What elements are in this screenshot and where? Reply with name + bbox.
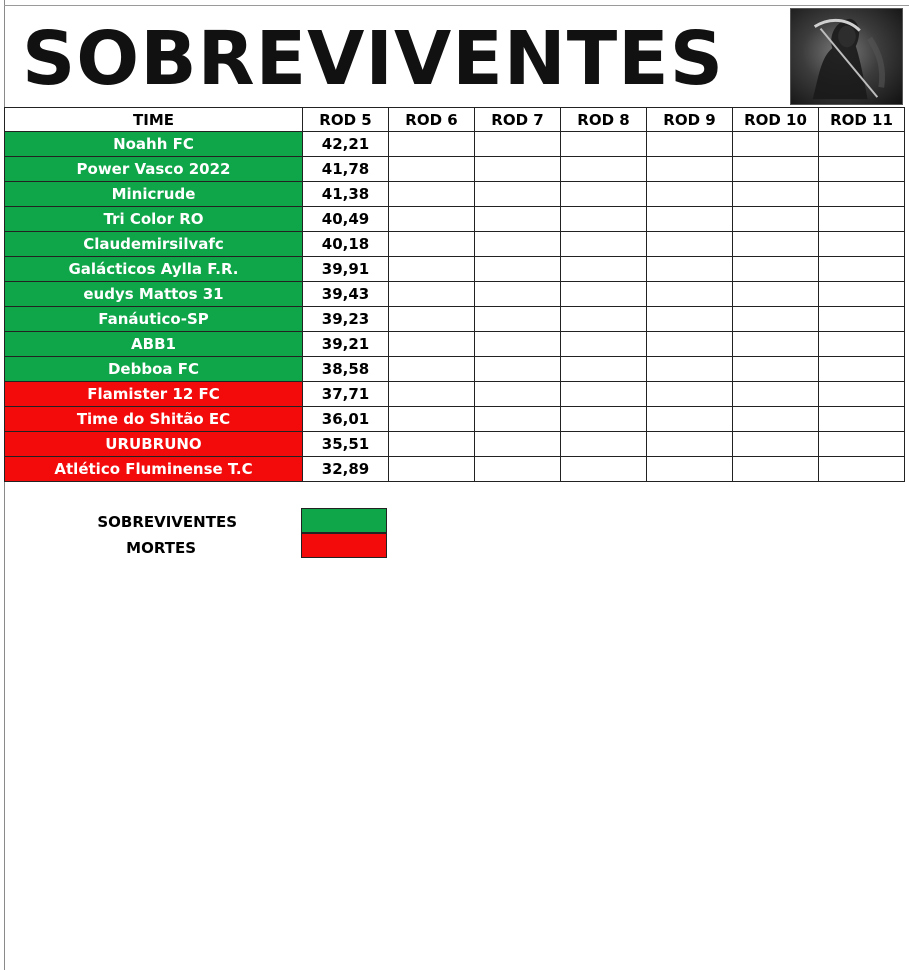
empty-round-cell[interactable]: [389, 132, 475, 157]
empty-round-cell[interactable]: [475, 132, 561, 157]
empty-round-cell[interactable]: [561, 432, 647, 457]
empty-round-cell[interactable]: [475, 282, 561, 307]
empty-round-cell[interactable]: [561, 382, 647, 407]
empty-round-cell[interactable]: [733, 257, 819, 282]
empty-round-cell[interactable]: [733, 407, 819, 432]
empty-round-cell[interactable]: [475, 332, 561, 357]
empty-round-cell[interactable]: [733, 432, 819, 457]
rod5-score-cell[interactable]: 35,51: [303, 432, 389, 457]
empty-round-cell[interactable]: [389, 232, 475, 257]
rod5-score-cell[interactable]: 39,43: [303, 282, 389, 307]
empty-round-cell[interactable]: [733, 157, 819, 182]
table-row: [5, 232, 905, 257]
team-name-cell[interactable]: Flamister 12 FC: [5, 382, 303, 407]
team-name-cell[interactable]: Tri Color RO: [5, 207, 303, 232]
empty-round-cell[interactable]: [819, 332, 905, 357]
empty-round-cell[interactable]: [389, 307, 475, 332]
sheet-top-border: [4, 5, 909, 6]
empty-round-cell[interactable]: [647, 332, 733, 357]
table-header-row: [5, 108, 905, 132]
legend-deaths-label: MORTES: [126, 539, 196, 557]
empty-round-cell[interactable]: [561, 457, 647, 482]
empty-round-cell[interactable]: [475, 307, 561, 332]
empty-round-cell[interactable]: [647, 457, 733, 482]
table-row: [5, 157, 905, 182]
empty-round-cell[interactable]: [561, 357, 647, 382]
empty-round-cell[interactable]: [475, 182, 561, 207]
empty-round-cell[interactable]: [819, 282, 905, 307]
survivors-table: [4, 107, 905, 482]
table-row: [5, 382, 905, 407]
rod5-score-cell[interactable]: 32,89: [303, 457, 389, 482]
empty-round-cell[interactable]: [475, 257, 561, 282]
empty-round-cell[interactable]: [475, 207, 561, 232]
team-name-cell[interactable]: URUBRUNO: [5, 432, 303, 457]
rod5-score-cell[interactable]: 41,38: [303, 182, 389, 207]
empty-round-cell[interactable]: [389, 157, 475, 182]
team-name-cell[interactable]: Atlético Fluminense T.C: [5, 457, 303, 482]
empty-round-cell[interactable]: [733, 332, 819, 357]
empty-round-cell[interactable]: [733, 382, 819, 407]
team-name-cell[interactable]: Time do Shitão EC: [5, 407, 303, 432]
team-name-cell[interactable]: eudys Mattos 31: [5, 282, 303, 307]
team-name-cell[interactable]: Galácticos Aylla F.R.: [5, 257, 303, 282]
empty-round-cell[interactable]: [647, 382, 733, 407]
column-header: ROD 9: [647, 108, 733, 132]
table-row: [5, 307, 905, 332]
empty-round-cell[interactable]: [389, 207, 475, 232]
empty-round-cell[interactable]: [819, 432, 905, 457]
table-row: [5, 457, 905, 482]
empty-round-cell[interactable]: [733, 182, 819, 207]
empty-round-cell[interactable]: [733, 232, 819, 257]
empty-round-cell[interactable]: [475, 407, 561, 432]
empty-round-cell[interactable]: [561, 257, 647, 282]
column-header: ROD 6: [389, 108, 475, 132]
rod5-score-cell[interactable]: 39,91: [303, 257, 389, 282]
empty-round-cell[interactable]: [647, 182, 733, 207]
empty-round-cell[interactable]: [647, 307, 733, 332]
empty-round-cell[interactable]: [389, 257, 475, 282]
empty-round-cell[interactable]: [819, 132, 905, 157]
empty-round-cell[interactable]: [647, 282, 733, 307]
table-row: [5, 282, 905, 307]
empty-round-cell[interactable]: [819, 382, 905, 407]
legend-deaths-swatch: [301, 533, 387, 558]
column-header: ROD 8: [561, 108, 647, 132]
empty-round-cell[interactable]: [561, 132, 647, 157]
empty-round-cell[interactable]: [647, 357, 733, 382]
empty-round-cell[interactable]: [389, 457, 475, 482]
empty-round-cell[interactable]: [389, 407, 475, 432]
empty-round-cell[interactable]: [647, 157, 733, 182]
empty-round-cell[interactable]: [819, 232, 905, 257]
column-header: TIME: [5, 108, 303, 132]
empty-round-cell[interactable]: [819, 357, 905, 382]
empty-round-cell[interactable]: [647, 132, 733, 157]
empty-round-cell[interactable]: [389, 382, 475, 407]
column-header: ROD 5: [303, 108, 389, 132]
empty-round-cell[interactable]: [561, 407, 647, 432]
empty-round-cell[interactable]: [819, 407, 905, 432]
empty-round-cell[interactable]: [733, 132, 819, 157]
table-row: [5, 432, 905, 457]
empty-round-cell[interactable]: [819, 457, 905, 482]
table-row: [5, 132, 905, 157]
empty-round-cell[interactable]: [389, 357, 475, 382]
empty-round-cell[interactable]: [819, 207, 905, 232]
empty-round-cell[interactable]: [733, 457, 819, 482]
legend-survivors-swatch: [301, 508, 387, 533]
rod5-score-cell[interactable]: 41,78: [303, 157, 389, 182]
team-name-cell[interactable]: Power Vasco 2022: [5, 157, 303, 182]
rod5-score-cell[interactable]: 37,71: [303, 382, 389, 407]
empty-round-cell[interactable]: [647, 257, 733, 282]
table-row: [5, 357, 905, 382]
empty-round-cell[interactable]: [819, 182, 905, 207]
empty-round-cell[interactable]: [475, 232, 561, 257]
page-title: SOBREVIVENTES: [22, 16, 725, 102]
table-row: [5, 257, 905, 282]
empty-round-cell[interactable]: [389, 332, 475, 357]
rod5-score-cell[interactable]: 38,58: [303, 357, 389, 382]
empty-round-cell[interactable]: [561, 207, 647, 232]
rod5-score-cell[interactable]: 40,18: [303, 232, 389, 257]
empty-round-cell[interactable]: [561, 232, 647, 257]
team-name-cell[interactable]: Debboa FC: [5, 357, 303, 382]
empty-round-cell[interactable]: [733, 282, 819, 307]
empty-round-cell[interactable]: [561, 332, 647, 357]
empty-round-cell[interactable]: [561, 282, 647, 307]
column-header: ROD 11: [819, 108, 905, 132]
table-row: [5, 182, 905, 207]
empty-round-cell[interactable]: [733, 357, 819, 382]
empty-round-cell[interactable]: [389, 282, 475, 307]
rod5-score-cell[interactable]: 42,21: [303, 132, 389, 157]
table-row: [5, 332, 905, 357]
empty-round-cell[interactable]: [389, 432, 475, 457]
empty-round-cell[interactable]: [389, 182, 475, 207]
legend-survivors-label: SOBREVIVENTES: [97, 513, 237, 531]
empty-round-cell[interactable]: [561, 307, 647, 332]
empty-round-cell[interactable]: [475, 457, 561, 482]
team-name-cell[interactable]: Minicrude: [5, 182, 303, 207]
rod5-score-cell[interactable]: 39,23: [303, 307, 389, 332]
grim-reaper-icon: [790, 8, 903, 105]
team-name-cell[interactable]: Claudemirsilvafc: [5, 232, 303, 257]
rod5-score-cell[interactable]: 39,21: [303, 332, 389, 357]
empty-round-cell[interactable]: [561, 182, 647, 207]
empty-round-cell[interactable]: [561, 157, 647, 182]
empty-round-cell[interactable]: [647, 407, 733, 432]
empty-round-cell[interactable]: [733, 307, 819, 332]
empty-round-cell[interactable]: [733, 207, 819, 232]
team-name-cell[interactable]: Noahh FC: [5, 132, 303, 157]
rod5-score-cell[interactable]: 36,01: [303, 407, 389, 432]
table-row: [5, 207, 905, 232]
empty-round-cell[interactable]: [475, 357, 561, 382]
table-row: [5, 407, 905, 432]
empty-round-cell[interactable]: [819, 257, 905, 282]
empty-round-cell[interactable]: [475, 432, 561, 457]
empty-round-cell[interactable]: [819, 157, 905, 182]
empty-round-cell[interactable]: [647, 432, 733, 457]
team-name-cell[interactable]: Fanáutico-SP: [5, 307, 303, 332]
empty-round-cell[interactable]: [475, 382, 561, 407]
column-header: ROD 10: [733, 108, 819, 132]
empty-round-cell[interactable]: [647, 232, 733, 257]
empty-round-cell[interactable]: [647, 207, 733, 232]
empty-round-cell[interactable]: [475, 157, 561, 182]
rod5-score-cell[interactable]: 40,49: [303, 207, 389, 232]
empty-round-cell[interactable]: [819, 307, 905, 332]
column-header: ROD 7: [475, 108, 561, 132]
team-name-cell[interactable]: ABB1: [5, 332, 303, 357]
